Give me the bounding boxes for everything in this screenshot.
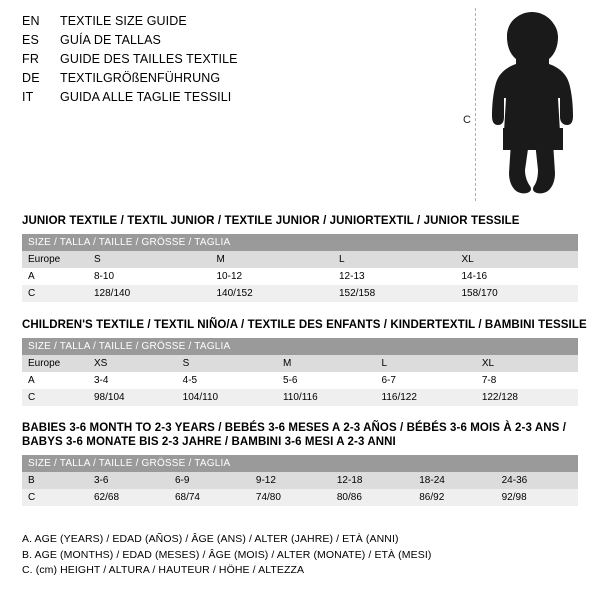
children-size-table: [22, 338, 578, 406]
language-row: [22, 90, 442, 109]
cell: 116/122: [376, 389, 476, 406]
cell: 6-7: [376, 372, 476, 389]
cell: 5-6: [277, 372, 376, 389]
cell: 68/74: [169, 489, 250, 506]
junior-size-table: [22, 234, 578, 302]
children-table-title: CHILDREN'S TEXTILE / TEXTIL NIÑO/A / TEXTILE DES ENFANTS / KINDERTEXTIL / BAMBINI TESSILE: [22, 319, 587, 331]
language-code: DE: [22, 71, 40, 85]
cell: 9-12: [250, 472, 331, 489]
language-title: TEXTILGRÖßENFÜHRUNG: [60, 71, 221, 85]
table-header-label: SIZE / TALLA / TAILLE / GRÖSSE / TAGLIA: [22, 234, 578, 251]
language-row: [22, 33, 442, 52]
cell: 7-8: [476, 372, 578, 389]
cell: 12-13: [333, 268, 456, 285]
cell: 110/116: [277, 389, 376, 406]
table-header-label: SIZE / TALLA / TAILLE / GRÖSSE / TAGLIA: [22, 338, 578, 355]
cell: 104/110: [177, 389, 277, 406]
table-header-label: SIZE / TALLA / TAILLE / GRÖSSE / TAGLIA: [22, 455, 578, 472]
table-row: [22, 355, 578, 372]
legend-block: [22, 532, 582, 579]
cell: 98/104: [88, 389, 177, 406]
cell: M: [277, 355, 376, 372]
language-code: IT: [22, 90, 34, 104]
cell: 152/158: [333, 285, 456, 302]
junior-table-title: JUNIOR TEXTILE / TEXTIL JUNIOR / TEXTILE JUNIOR / JUNIORTEXTIL / JUNIOR TESSILE: [22, 215, 520, 227]
cell: 140/152: [211, 285, 334, 302]
cell: 12-18: [331, 472, 413, 489]
cell: 6-9: [169, 472, 250, 489]
cell: 8-10: [88, 268, 211, 285]
language-row: [22, 14, 442, 33]
height-guide-line: [475, 8, 476, 201]
height-measure-label: C: [463, 114, 471, 126]
cell: 158/170: [456, 285, 579, 302]
cell: 86/92: [413, 489, 495, 506]
language-title: TEXTILE SIZE GUIDE: [60, 14, 187, 28]
language-title: GUÍA DE TALLAS: [60, 33, 161, 47]
cell: XS: [88, 355, 177, 372]
legend-line-c: C. (cm) HEIGHT / ALTURA / HAUTEUR / HÖHE / ALTEZZA: [22, 564, 305, 576]
table-row: [22, 472, 578, 489]
row-label: Europe: [22, 355, 88, 372]
cell: S: [88, 251, 211, 268]
table-header-row: [22, 234, 578, 251]
table-row: [22, 389, 578, 406]
cell: M: [211, 251, 334, 268]
cell: 128/140: [88, 285, 211, 302]
row-label: C: [22, 285, 88, 302]
cell: 92/98: [496, 489, 578, 506]
cell: 18-24: [413, 472, 495, 489]
row-label: Europe: [22, 251, 88, 268]
language-title: GUIDA ALLE TAGLIE TESSILI: [60, 90, 232, 104]
cell: 74/80: [250, 489, 331, 506]
cell: 14-16: [456, 268, 579, 285]
cell: 122/128: [476, 389, 578, 406]
babies-table-title: BABIES 3-6 MONTH TO 2-3 YEARS / BEBÉS 3-6 MESES A 2-3 AÑOS / BÉBÉS 3-6 MOIS À 2-3 ANS / BABYS 3-6 MONATE BIS 2-3 JAHRE / BAMBINI 3-6 MESI A 2-3 ANNI: [22, 422, 566, 448]
cell: L: [333, 251, 456, 268]
row-label: C: [22, 389, 88, 406]
table-row: [22, 285, 578, 302]
cell: XL: [476, 355, 578, 372]
cell: 3-4: [88, 372, 177, 389]
cell: S: [177, 355, 277, 372]
cell: 4-5: [177, 372, 277, 389]
cell: 3-6: [88, 472, 169, 489]
language-code: FR: [22, 52, 40, 66]
toddler-silhouette-icon: [485, 10, 585, 205]
cell: L: [376, 355, 476, 372]
table-row: [22, 251, 578, 268]
table-header-row: [22, 455, 578, 472]
cell: 62/68: [88, 489, 169, 506]
row-label: C: [22, 489, 88, 506]
row-label: B: [22, 472, 88, 489]
legend-line-a: A. AGE (YEARS) / EDAD (AÑOS) / ÂGE (ANS) / ALTER (JAHRE) / ETÀ (ANNI): [22, 533, 399, 545]
cell: 10-12: [211, 268, 334, 285]
cell: 80/86: [331, 489, 413, 506]
babies-size-table: [22, 455, 578, 506]
table-header-row: [22, 338, 578, 355]
language-title: GUIDE DES TAILLES TEXTILE: [60, 52, 238, 66]
language-code: EN: [22, 14, 40, 28]
table-row: [22, 372, 578, 389]
legend-line-b: B. AGE (MONTHS) / EDAD (MESES) / ÂGE (MOIS) / ALTER (MONATE) / ETÀ (MESI): [22, 548, 432, 561]
language-row: [22, 52, 442, 71]
table-row: [22, 489, 578, 506]
measurement-figure: [455, 8, 590, 203]
language-title-list: [22, 14, 442, 109]
row-label: A: [22, 268, 88, 285]
row-label: A: [22, 372, 88, 389]
language-row: [22, 71, 442, 90]
language-code: ES: [22, 33, 40, 47]
cell: 24-36: [496, 472, 578, 489]
cell: XL: [456, 251, 579, 268]
table-row: [22, 268, 578, 285]
